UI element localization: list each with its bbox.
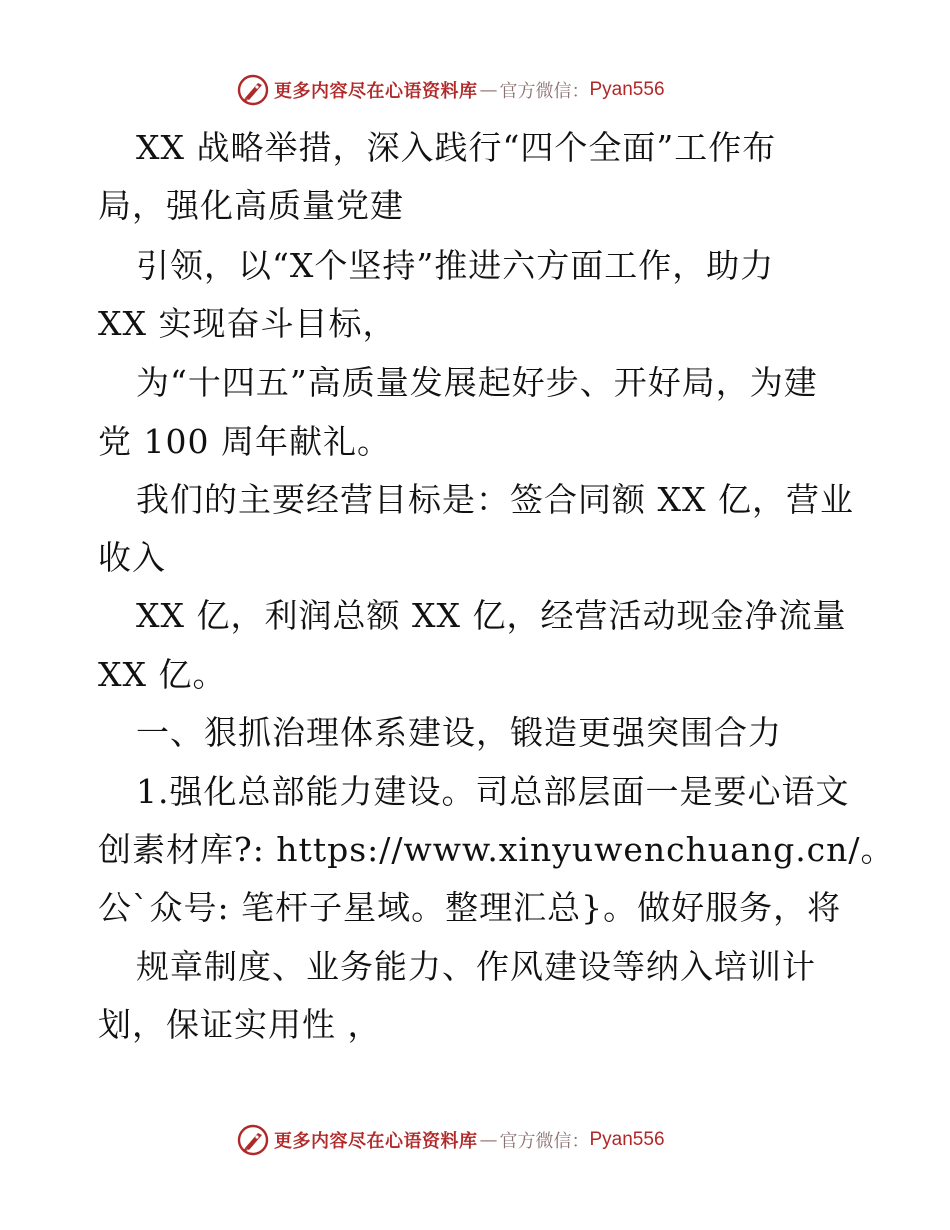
body-line: 公`众号: 笔杆子星域。整理汇总}。做好服务，将	[98, 888, 842, 927]
watermark-dash: —	[479, 79, 498, 101]
quill-logo-icon	[236, 1123, 270, 1157]
body-line: 1.强化总部能力建设。司总部层面一是要心语文	[136, 772, 850, 811]
body-line: XX 实现奋斗目标，	[98, 304, 397, 343]
watermark-text: 更多内容尽在心语资料库	[274, 81, 478, 102]
body-line: 我们的主要经营目标是：签合同额 XX 亿，营业	[136, 480, 854, 519]
watermark-text: 更多内容尽在心语资料库	[274, 1131, 478, 1152]
watermark-wechat-label: 官方微信：	[499, 81, 590, 102]
quill-logo-icon	[236, 73, 270, 107]
body-line: XX 战略举措，深入践行“四个全面”工作布	[136, 128, 777, 167]
watermark-wechat-label: 官方微信：	[499, 1131, 590, 1152]
body-line: 局，强化高质量党建	[98, 186, 404, 225]
body-line: XX 亿，利润总额 XX 亿，经营活动现金净流量	[136, 596, 847, 635]
footer-watermark	[236, 1122, 665, 1158]
body-line: XX 亿。	[98, 655, 227, 694]
body-line: 为“十四五”高质量发展起好步、开好局，为建	[136, 363, 818, 402]
header-watermark	[236, 72, 665, 108]
body-line: 引领，以“X个坚持”推进六方面工作，助力	[136, 246, 775, 285]
section-heading: 一、狠抓治理体系建设，锻造更强突围合力	[136, 713, 782, 752]
watermark-wechat-id: Pyan556	[589, 79, 665, 100]
body-line: 划，保证实用性 ，	[98, 1005, 382, 1044]
body-line: 规章制度、业务能力、作风建设等纳入培训计	[136, 947, 816, 986]
body-line: 收入	[98, 538, 166, 577]
body-line: 创素材库?: https://www.xinyuwenchuang.cn/。	[98, 830, 895, 869]
body-line: 党 100 周年献礼。	[98, 422, 391, 461]
watermark-dash: —	[479, 1129, 498, 1151]
watermark-wechat-id: Pyan556	[589, 1129, 665, 1150]
